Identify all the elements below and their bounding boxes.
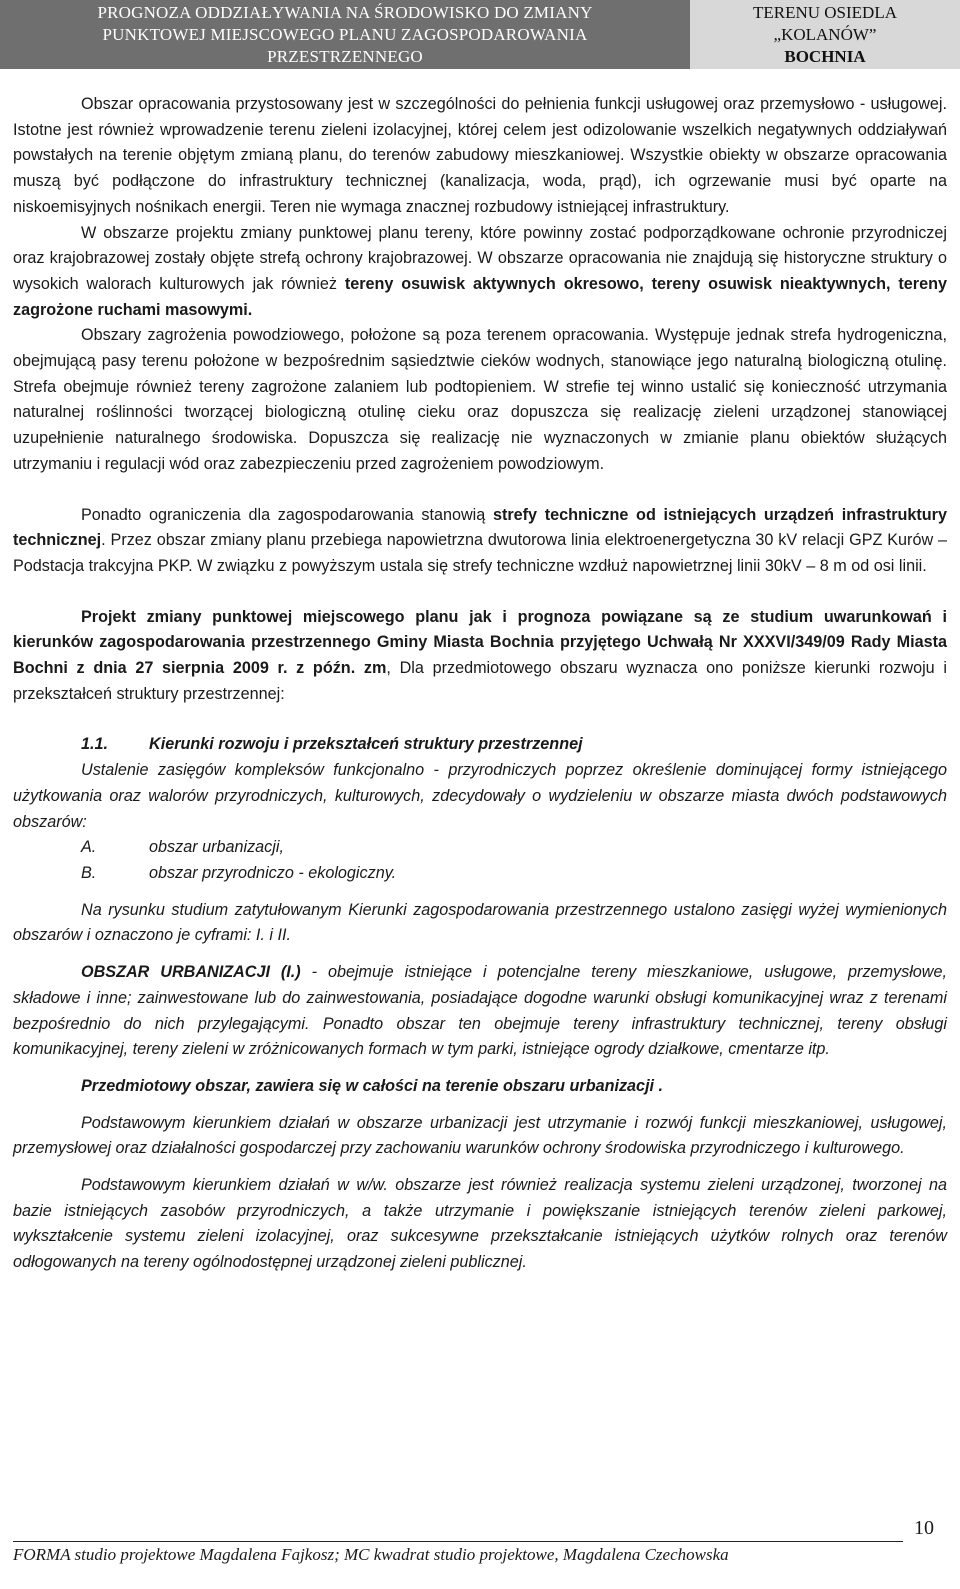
spacer	[13, 478, 947, 503]
spacer	[13, 1100, 947, 1111]
spacer	[13, 707, 947, 732]
list-item-text: obszar przyrodniczo - ekologiczny.	[149, 863, 397, 882]
document-title-line: PROGNOZA ODDZIAŁYWANIA NA ŚRODOWISKO DO ZMIANY	[97, 3, 593, 22]
footer-divider	[13, 1541, 903, 1542]
paragraph-text: Wszystkie obiekty w obszarze opracowania muszą być podłączone do infrastruktury technicznej (kanalizacja, woda, prąd), ich ogrzewanie musi być oparte na niskoemisyjnych nośnikach energii. Teren nie wymaga znacznej rozbudowy istniejącej infrastruktury.	[13, 146, 947, 216]
emphasis-text: strefy techniczne od istniejących urządzeń infrastruktury technicznej	[13, 505, 947, 550]
paragraph: Obszary zagrożenia powodziowego, położone są poza terenem opracowania. Występuje jednak strefa hydrogeniczna, obejmującą pasy terenu położone w bezpośrednim sąsiedztwie cieków wodnych, stanowiące jego naturalną biologiczną otulinę. Strefa obejmuje również tereny zagrożone zalaniem lub podtopieniem. W strefie tej winno ustalić się konieczność utrzymania naturalnej roślinności tworzącej biologiczną otulinę cieku oraz dopuszcza się realizację zieleni urządzonej stanowiącej uzupełnienie naturalnego środowiska. Dopuszcza się realizację nie wyznaczonych w zmianie planu obiektów służących utrzymaniu i regulacji wód oraz zabezpieczeniu przed zagrożeniem powodziowym.	[13, 326, 947, 473]
document-title-line: PRZESTRZENNEGO	[267, 47, 423, 66]
location-city: BOCHNIA	[784, 47, 866, 66]
paragraph	[13, 503, 947, 580]
paragraph	[13, 960, 947, 1063]
paragraph	[13, 221, 947, 324]
paragraph	[13, 605, 947, 708]
list-item	[81, 861, 947, 887]
paragraph-text: - obejmuje istniejące i potencjalne tereny mieszkaniowe, usługowe, przemysłowe, składowe i inne; zainwestowane lub do zainwestowania, posiadające dogodne warunki obsługi komunikacyjnej wraz z terenami bezpośrednio do nich przylegającymi. Ponadto obszar ten obejmuje tereny infrastruktury technicznej, tereny obsługi komunikacyjnej, tereny zieleni w zróżnicowanych formach w tym parki, istniejące ogrody działkowe, cmentarze itp.	[13, 963, 947, 1059]
section-heading	[81, 732, 947, 758]
location-line: TERENU OSIEDLA	[752, 3, 897, 22]
list-item-text: obszar urbanizacji,	[149, 838, 284, 857]
section-number: 1.1.	[81, 735, 109, 754]
document-title-line: PUNKTOWEJ MIEJSCOWEGO PLANU ZAGOSPODAROWANIA	[102, 25, 588, 44]
page-header	[0, 0, 960, 69]
paragraph-text: Ponadto ograniczenia dla zagospodarowania stanowią	[81, 505, 493, 524]
paragraph: Na rysunku studium zatytułowanym Kierunki zagospodarowania przestrzennego ustalono zasięgi wyżej wymienionych obszarów i oznaczono je cyframi: I. i II.	[13, 900, 947, 945]
paragraph: Przedmiotowy obszar, zawiera się w całości na terenie obszaru urbanizacji .	[81, 1076, 664, 1095]
document-title-block	[0, 0, 690, 69]
location-line: „KOLANÓW”	[773, 25, 877, 44]
paragraph: Podstawowym kierunkiem działań w w/w. obszarze jest również realizacja systemu zieleni urządzonej, tworzonej na bazie istniejących zasobów przyrodniczych, a także utrzymanie i powiększanie istniejących terenów zieleni parkowej, wykształcenie systemu zieleni izolacyjnej, oraz sukcesywne przekształcanie istniejących użytków rolnych oraz terenów odłogowanych na tereny ogólnodostępnej urządzonej zieleni publicznej.	[13, 1176, 947, 1272]
spacer	[13, 1063, 947, 1074]
paragraph	[13, 92, 947, 221]
paragraph: Ustalenie zasięgów kompleksów funkcjonalno - przyrodniczych poprzez określenie dominującej formy istniejącego użytkowania oraz walorów przyrodniczych, kulturowych, zdecydowały o wydzieleniu w obszarze miasta dwóch podstawowych obszarów:	[13, 761, 947, 831]
location-block	[690, 0, 960, 69]
spacer	[13, 887, 947, 898]
footer-authors: FORMA studio projektowe Magdalena Fajkosz; MC kwadrat studio projektowe, Magdalena Czechowska	[13, 1545, 729, 1564]
spacer	[13, 1162, 947, 1173]
document-body	[13, 92, 947, 1276]
emphasis-text: OBSZAR URBANIZACJI (I.)	[81, 963, 301, 982]
paragraph-text: Obszar opracowania przystosowany jest w szczególności do pełnienia funkcji usługowej oraz przemysłowo - usługowej. Istotne jest również wprowadzenie terenu zieleni izolacyjnej, której celem jest odizolowanie wszelkich negatywnych oddziaływań powstałych na terenie objętym zmianą planu, do terenów zabudowy mieszkaniowej.	[13, 95, 947, 165]
emphasis-text: Projekt zmiany punktowej miejscowego planu jak i prognoza powiązane są ze studium uwarunkowań i kierunków zagospodarowania przestrzennego Gminy Miasta Bochnia przyjętego Uchwałą Nr XXXVI/349/09 Rady Miasta Bochni z dnia 27 sierpnia 2009 r. z późn. zm	[13, 607, 947, 678]
paragraph: Podstawowym kierunkiem działań w obszarze urbanizacji jest utrzymanie i rozwój funkcji mieszkaniowej, usługowej, przemysłowej oraz działalności gospodarczej przy zachowaniu warunków ochrony środowiska przyrodniczego i kulturowego.	[13, 1113, 947, 1158]
paragraph-text: . Przez obszar zmiany planu przebiega napowietrzna dwutorowa linia elektroenergetyczna 30 kV relacji GPZ Kurów – Podstacja trakcyjna PKP. W związku z powyższym ustala się strefy techniczne wzdłuż napowietrznej linii 30kV – 8 m od osi linii.	[13, 531, 947, 575]
list-marker: A.	[81, 838, 97, 857]
paragraph-text: , Dla przedmiotowego obszaru wyznacza ono poniższe kierunki rozwoju i przekształceń struktury przestrzennej:	[13, 659, 947, 703]
spacer	[13, 580, 947, 605]
spacer	[13, 949, 947, 960]
emphasis-text: tereny osuwisk aktywnych okresowo, tereny osuwisk nieaktywnych, tereny zagrożone ruchami masowymi.	[13, 274, 947, 319]
paragraph-text: W obszarze projektu zmiany punktowej planu tereny, które powinny zostać podporządkowane ochronie przyrodniczej oraz krajobrazowej zostały objęte strefą ochrony krajobrazowej. W obszarze opracowania nie znajdują się historyczne struktury o wysokich walorach kulturowych jak również	[13, 223, 947, 293]
section-title: Kierunki rozwoju i przekształceń struktury przestrzennej	[149, 735, 583, 754]
list-item	[81, 835, 947, 861]
page-number: 10	[914, 1517, 934, 1539]
list-marker: B.	[81, 863, 97, 882]
